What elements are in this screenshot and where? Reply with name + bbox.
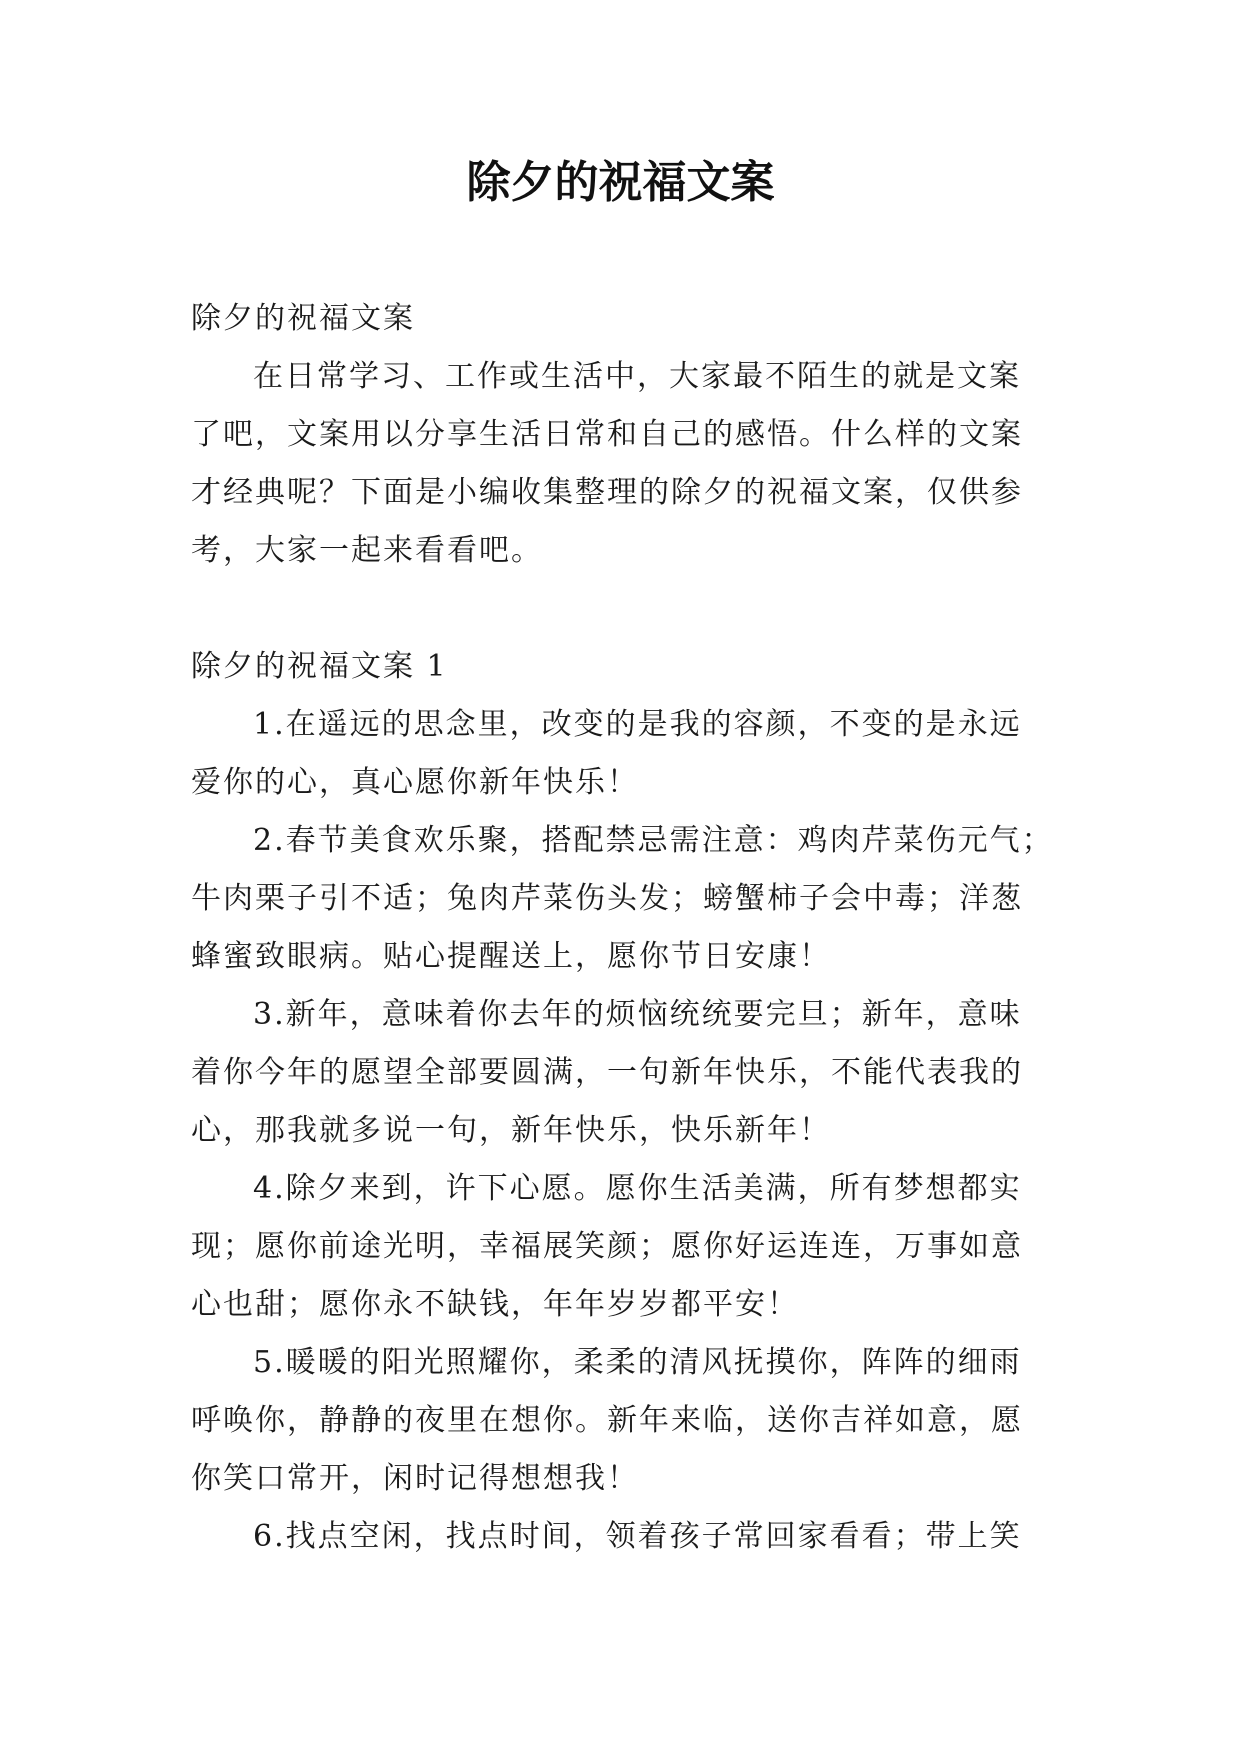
intro-line: 才经典呢？下面是小编收集整理的除夕的祝福文案，仅供参 <box>191 475 1023 510</box>
item-line: 爱你的心，真心愿你新年快乐！ <box>191 765 639 800</box>
intro-paragraph <box>191 348 1053 580</box>
item-line: 现；愿你前途光明，幸福展笑颜；愿你好运连连，万事如意 <box>191 1229 1023 1264</box>
subtitle: 除夕的祝福文案 <box>191 301 415 336</box>
item-line: 6.找点空闲，找点时间，领着孩子常回家看看；带上笑 <box>253 1519 1022 1554</box>
item-line: 着你今年的愿望全部要圆满，一句新年快乐，不能代表我的 <box>191 1055 1023 1090</box>
item-line: 5.暖暖的阳光照耀你，柔柔的清风抚摸你，阵阵的细雨 <box>253 1345 1022 1380</box>
section-heading: 除夕的祝福文案 1 <box>191 649 448 684</box>
list-item <box>191 1508 1053 1566</box>
list-item <box>191 1160 1053 1334</box>
item-line: 1.在遥远的思念里，改变的是我的容颜，不变的是永远 <box>253 707 1022 742</box>
item-line: 蜂蜜致眼病。贴心提醒送上，愿你节日安康！ <box>191 939 831 974</box>
item-line: 牛肉栗子引不适；兔肉芹菜伤头发；螃蟹柿子会中毒；洋葱 <box>191 881 1023 916</box>
list-item <box>191 986 1053 1160</box>
item-line: 3.新年，意味着你去年的烦恼统统要完旦；新年，意味 <box>253 997 1022 1032</box>
list-item <box>191 812 1053 986</box>
list-item <box>191 1334 1053 1508</box>
item-line: 心也甜；愿你永不缺钱，年年岁岁都平安！ <box>191 1287 799 1322</box>
item-line: 4.除夕来到，许下心愿。愿你生活美满，所有梦想都实 <box>253 1171 1022 1206</box>
intro-line: 考，大家一起来看看吧。 <box>191 533 543 568</box>
list-item <box>191 696 1053 812</box>
document-body <box>191 290 1053 1566</box>
intro-line: 在日常学习、工作或生活中，大家最不陌生的就是文案 <box>253 359 1021 394</box>
item-line: 你笑口常开，闲时记得想想我！ <box>191 1461 639 1496</box>
item-line: 心，那我就多说一句，新年快乐，快乐新年！ <box>191 1113 831 1148</box>
intro-line: 了吧，文案用以分享生活日常和自己的感悟。什么样的文案 <box>191 417 1023 452</box>
item-line: 2.春节美食欢乐聚，搭配禁忌需注意：鸡肉芹菜伤元气； <box>253 823 1054 858</box>
document-title: 除夕的祝福文案 <box>466 157 775 208</box>
item-line: 呼唤你，静静的夜里在想你。新年来临，送你吉祥如意，愿 <box>191 1403 1023 1438</box>
